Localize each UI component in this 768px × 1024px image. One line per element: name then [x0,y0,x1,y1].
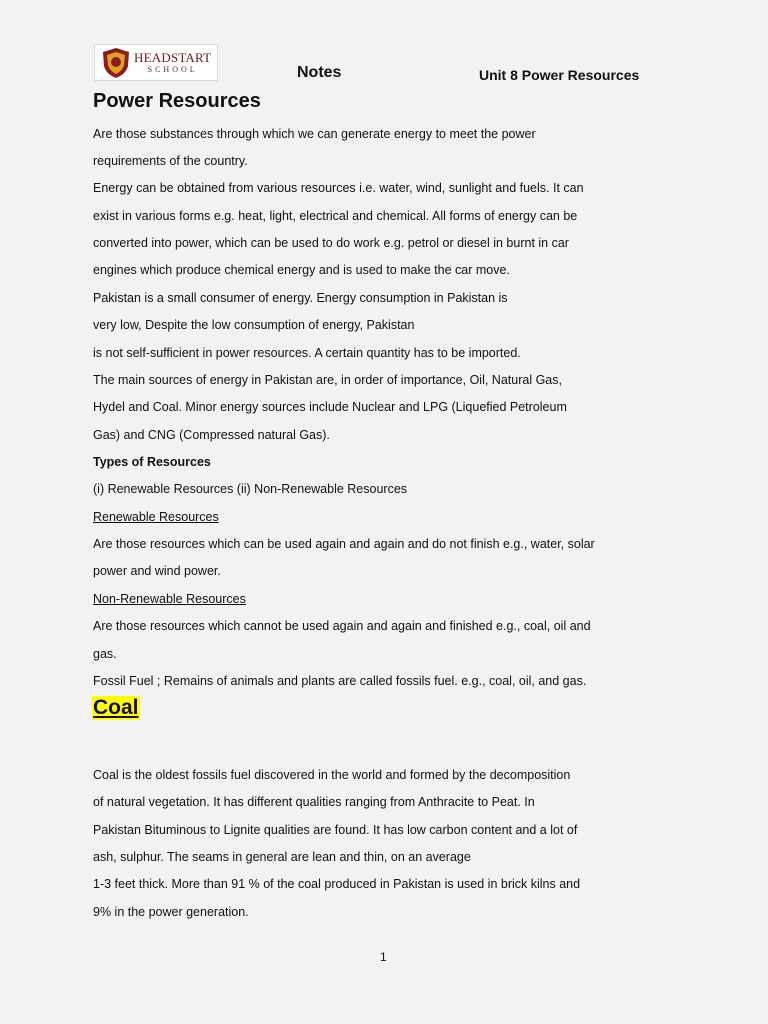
coal-paragraph-line: of natural vegetation. It has different qualities ranging from Anthracite to Peat. In [93,795,535,809]
coal-heading: Coal [93,696,139,719]
logo-subtitle: SCHOOL [147,65,198,74]
paragraph-line: is not self-sufficient in power resources. A certain quantity has to be imported. [93,346,521,360]
coal-paragraph-line: Pakistan Bituminous to Lignite qualities are found. It has low carbon content and a lot of [93,823,578,837]
school-logo [94,44,218,81]
paragraph-line: exist in various forms e.g. heat, light, electrical and chemical. All forms of energy can be [93,209,578,223]
paragraph-line: Are those substances through which we can generate energy to meet the power [93,127,536,141]
paragraph-line: very low, Despite the low consumption of energy, Pakistan [93,318,415,332]
paragraph-line: Gas) and CNG (Compressed natural Gas). [93,428,330,442]
paragraph-line: Fossil Fuel ; Remains of animals and plants are called fossils fuel. e.g., coal, oil, and gas. [93,674,587,688]
paragraph-line: gas. [93,647,117,661]
coal-paragraph-line: 9% in the power generation. [93,905,249,919]
paragraph-line: Hydel and Coal. Minor energy sources include Nuclear and LPG (Liquefied Petroleum [93,400,567,414]
coal-paragraph-line: Coal is the oldest fossils fuel discovered in the world and formed by the decomposition [93,768,571,782]
paragraph-line: engines which produce chemical energy and is used to make the car move. [93,263,510,277]
paragraph-line: converted into power, which can be used to do work e.g. petrol or diesel in burnt in car [93,236,569,250]
paragraph-line: power and wind power. [93,564,221,578]
renewable-resources-heading: Renewable Resources [93,510,219,524]
logo-name: HEADSTART [134,50,212,65]
paragraph-line: Are those resources which cannot be used again and again and finished e.g., coal, oil and [93,619,591,633]
page-number: 1 [380,950,387,964]
header-unit-label: Unit 8 Power Resources [479,67,640,83]
paragraph-line: Energy can be obtained from various resources i.e. water, wind, sunlight and fuels. It can [93,181,584,195]
non-renewable-resources-heading: Non-Renewable Resources [93,592,246,606]
paragraph-line: Are those resources which can be used again and again and do not finish e.g., water, solar [93,537,595,551]
paragraph-line: Pakistan is a small consumer of energy. Energy consumption in Pakistan is [93,291,508,305]
coal-paragraph-line: 1-3 feet thick. More than 91 % of the coal produced in Pakistan is used in brick kilns and [93,877,581,891]
paragraph-line: requirements of the country. [93,154,248,168]
paragraph-line: The main sources of energy in Pakistan are, in order of importance, Oil, Natural Gas, [93,373,562,387]
paragraph-line: (i) Renewable Resources (ii) Non-Renewable Resources [93,482,408,496]
types-of-resources-heading: Types of Resources [93,455,211,469]
header-notes-label: Notes [297,64,342,81]
page-title: Power Resources [93,90,261,112]
coal-paragraph-line: ash, sulphur. The seams in general are lean and thin, on an average [93,850,471,864]
school-crest-icon [101,47,131,79]
